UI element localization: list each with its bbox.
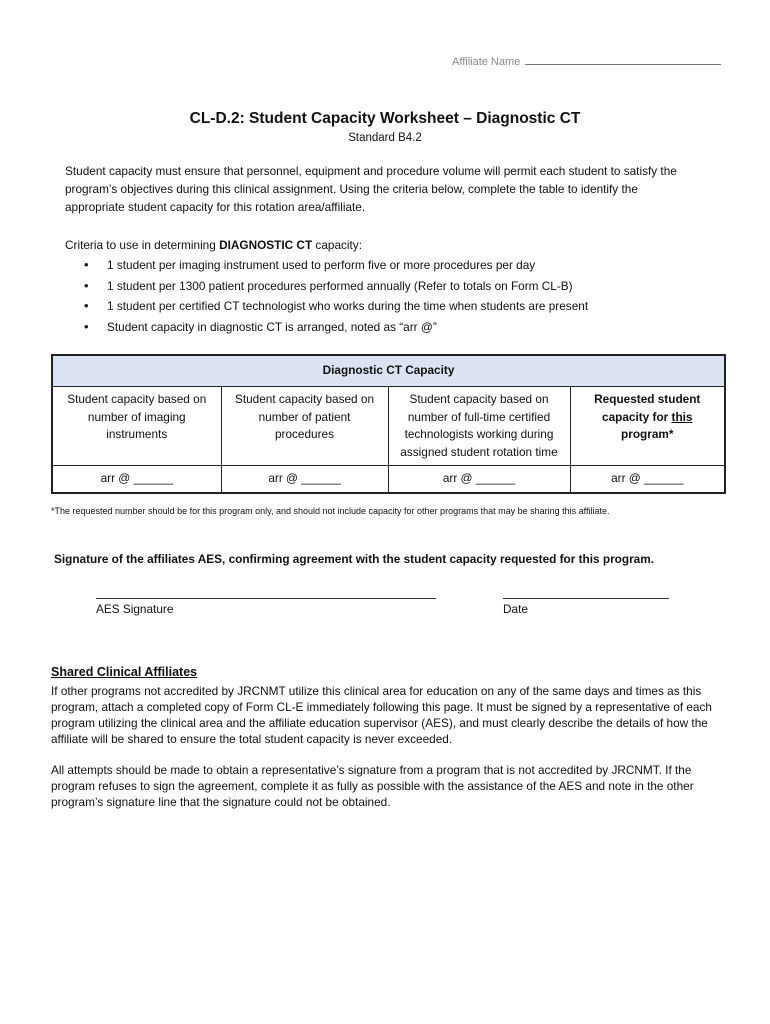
capacity-table [51,354,726,494]
shared-affiliates-paragraph: If other programs not accredited by JRCNMT utilize this clinical area for education on any of the same days and times as this program, attach a completed copy of Form CL-E immediately following this page. It must be signed by a representative of each program utilizing the clinical area and the affiliate education supervisor (AES), and must clearly describe the details of how the affiliate will be shared to ensure the total student capacity is never exceeded. [51,684,712,746]
criteria-item: • 1 student per certified CT technologist who works during the time when students are present [84,297,588,318]
shared-affiliates-paragraph-2: All attempts should be made to obtain a representative’s signature from a program that is not accredited by JRCNMT. If the program refuses to sign the agreement, complete it as fully as possible with the assistance of the AES and note in the other program’s signature line that the signature could not be obtained. [51,763,694,809]
capacity-table-heading: Diagnostic CT Capacity [52,355,725,387]
requested-capacity-field[interactable]: arr @ ______ [570,466,725,494]
page-title: CL-D.2: Student Capacity Worksheet – Diagnostic CT [189,110,581,127]
criteria-heading [65,238,362,252]
table-footnote: *The requested number should be for this program only, and should not include capacity for other programs that may be sharing this affiliate. [51,506,610,516]
column-header-procedures: Student capacity based on number of patient procedures [221,387,388,466]
technologists-capacity-field[interactable]: arr @ ______ [388,466,570,494]
criteria-item: • 1 student per imaging instrument used to perform five or more procedures per day [84,256,588,277]
criteria-item: • 1 student per 1300 patient procedures performed annually (Refer to totals on Form CL-B) [84,277,588,298]
aes-signature-label: AES Signature [96,602,174,616]
intro-paragraph: Student capacity must ensure that personnel, equipment and procedure volume will permit each student to satisfy the program’s objectives during this clinical assignment. Using the criteria below, complete the table to identify the appropriate student capacity for this rotation area/affiliate. [65,164,677,214]
shared-affiliates-heading: Shared Clinical Affiliates [51,665,198,679]
criteria-list [84,256,588,338]
aes-signature-line[interactable] [96,598,436,599]
affiliate-name-field[interactable] [452,54,721,68]
requested-prefix: Requested student capacity for [594,392,701,424]
column-header-requested [570,387,725,466]
requested-suffix: program* [621,427,674,441]
signature-heading: Signature of the affiliates AES, confirming agreement with the student capacity requested for this program. [54,552,654,566]
date-signature-line[interactable] [503,598,669,599]
criteria-prefix: Criteria to use in determining [65,238,220,252]
criteria-suffix: capacity: [312,238,362,252]
requested-emphasis: this [671,409,693,424]
column-header-technologists: Student capacity based on number of full-time certified technologists working during assigned student rotation time [388,387,570,466]
standard-subtitle: Standard B4.2 [348,132,422,144]
criteria-item: • Student capacity in diagnostic CT is arranged, noted as “arr @” [84,318,588,339]
affiliate-name-line[interactable] [525,54,721,65]
instruments-capacity-field[interactable]: arr @ ______ [52,466,221,494]
column-header-instruments: Student capacity based on number of imaging instruments [52,387,221,466]
affiliate-name-label: Affiliate Name [452,56,521,68]
date-label: Date [503,602,528,616]
procedures-capacity-field[interactable]: arr @ ______ [221,466,388,494]
criteria-emphasis: DIAGNOSTIC CT [219,238,313,252]
